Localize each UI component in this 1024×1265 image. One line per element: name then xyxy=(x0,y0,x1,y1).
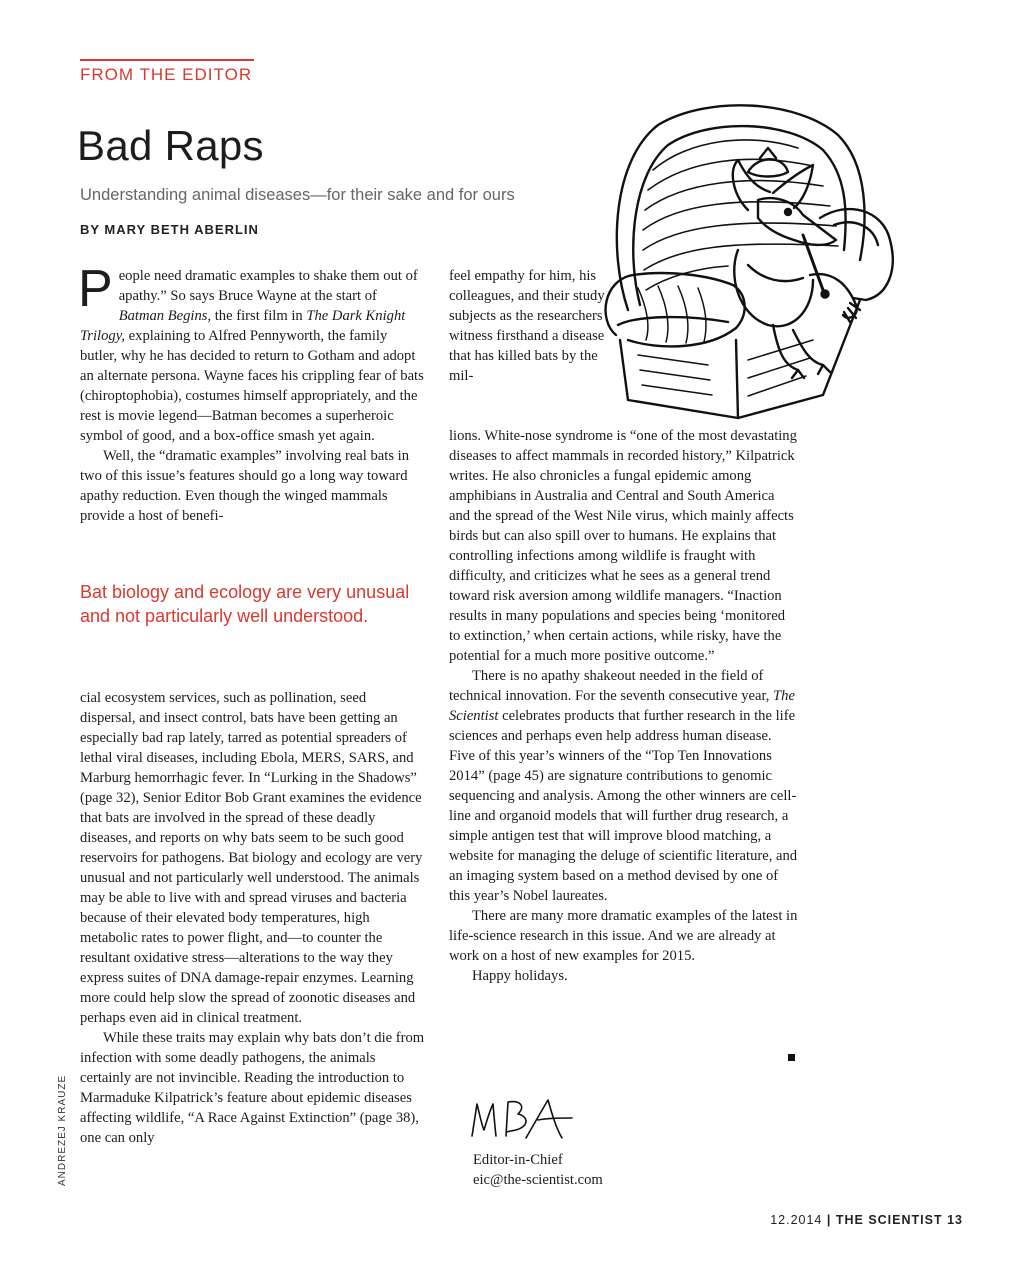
page-footer xyxy=(770,1213,963,1227)
column-2-wide xyxy=(449,426,799,986)
issue-date: 12.2014 xyxy=(770,1213,823,1227)
pull-quote: Bat biology and ecology are very unusual and not particularly well understood. xyxy=(80,582,410,626)
column-2-narrow xyxy=(449,266,609,386)
byline: BY MARY BETH ABERLIN xyxy=(80,222,259,237)
signoff xyxy=(473,1150,603,1190)
editor-signature xyxy=(468,1096,588,1144)
editor-email[interactable]: eic@the-scientist.com xyxy=(473,1172,603,1188)
drop-cap: P xyxy=(78,260,113,318)
paragraph-6: Happy holidays. xyxy=(472,968,568,984)
paragraph-3-narrow: feel empathy for him, his colleagues, and their study subjects as the researchers witness firsthand a disease that has killed bats by the mil- xyxy=(449,268,605,384)
paragraph-4: There is no apathy shakeout needed in the field of technical innovation. For the seventh consecutive year, The Scientist celebrates products that further research in the life sciences and perhaps even help address human disease. Five of this year’s winners of the “Top Ten Innovations 2014” (page 45) are signature contributions to genomic sequencing and analysis. Among the other winners are cell-line and organoid models that will further drug research, a simple antigen test that will improve blood matching, a website for managing the deluge of scientific literature, and an imaging system based on a method devised by one of this year’s Nobel laureates. xyxy=(449,668,798,904)
paragraph-2-continued: cial ecosystem services, such as pollination, seed dispersal, and insect control, bats have been getting an especially bad rap lately, tarred as potential spreaders of lethal viral diseases, including Ebola, MERS, SARS, and Marburg hemorrhagic fever. In “Lurking in the Shadows” (page 32), Senior Editor Bob Grant examines the evidence that bats are involved in the spread of these deadly diseases, and reports on why bats seem to be such good reservoirs for pathogens. Bat biology and ecology are very unusual and not particularly well understood. The animals may be able to live with and spread viruses and bacteria because of their elevated body temperatures, high metabolic rates to power flight, and—to counter the resultant oxidative stress—alterations to the way they express suites of DNA damage-repair enzymes. Learning more could help slow the spread of zoonotic diseases and perhaps even aid in clinical treatment. xyxy=(80,690,423,1026)
section-rule xyxy=(80,59,254,61)
paragraph-1: People need dramatic examples to shake them out of apathy.” So says Bruce Wayne at the start of Batman Begins, the first film in The Dark Knight Trilogy, explaining to Alfred Pennyworth, the family butler, why he has decided to return to Gotham and adopt an alternate persona. Wayne faces his crippling fear of bats (chiroptophobia), costumes himself appropriately, and the rest is movie legend—Batman becomes a superheroic symbol of good, and a box-office smash yet again. xyxy=(78,260,424,444)
paragraph-3-start: While these traits may explain why bats don’t die from infection with some deadly pathogens, the animals certainly are not invincible. Reading the introduction to Marmaduke Kilpatrick’s feature about epidemic diseases affecting wildlife, “A Race Against Extinction” (page 38), one can only xyxy=(80,1030,425,1146)
footer-separator: | xyxy=(826,1213,832,1227)
paragraph-3-wide: lions. White-nose syndrome is “one of the most devastating diseases to affect mammals in recorded history,” Kilpatrick writes. He also chronicles a fungal epidemic among amphibians in Australia and Central and South America and the spread of the West Nile virus, which mainly affects birds but can also spill over to humans. He explains that controlling infections among wildlife is fraught with difficulty, and criticizes what he sees as a general trend toward risk aversion among wildlife managers. “Inaction results in many populations and species being ‘monitored to extinction,’ when certain actions, while risky, have the potential for a much more positive outcome.” xyxy=(449,428,797,664)
paragraph-5: There are many more dramatic examples of the latest in life-science research in this issue. And we are already at work on a host of new examples for 2015. xyxy=(449,908,798,964)
paragraph-2-start: Well, the “dramatic examples” involving real bats in two of this issue’s features should go a long way toward apathy reduction. Even though the winged mammals provide a host of benefi- xyxy=(80,448,409,524)
column-1-bottom xyxy=(80,688,425,1148)
page-number: 13 xyxy=(947,1213,963,1227)
column-1-top xyxy=(78,260,425,526)
editor-title: Editor-in-Chief xyxy=(473,1152,563,1168)
section-label: FROM THE EDITOR xyxy=(80,65,253,84)
page-title: Bad Raps xyxy=(77,122,264,169)
sick-bat-armchair-illustration xyxy=(598,100,908,425)
illustration-credit: ANDREZEJ KRAUZE xyxy=(57,1074,68,1186)
subtitle: Understanding animal diseases—for their sake and for ours xyxy=(80,186,515,204)
magazine-name: THE SCIENTIST xyxy=(835,1213,943,1227)
end-mark xyxy=(788,1054,795,1061)
